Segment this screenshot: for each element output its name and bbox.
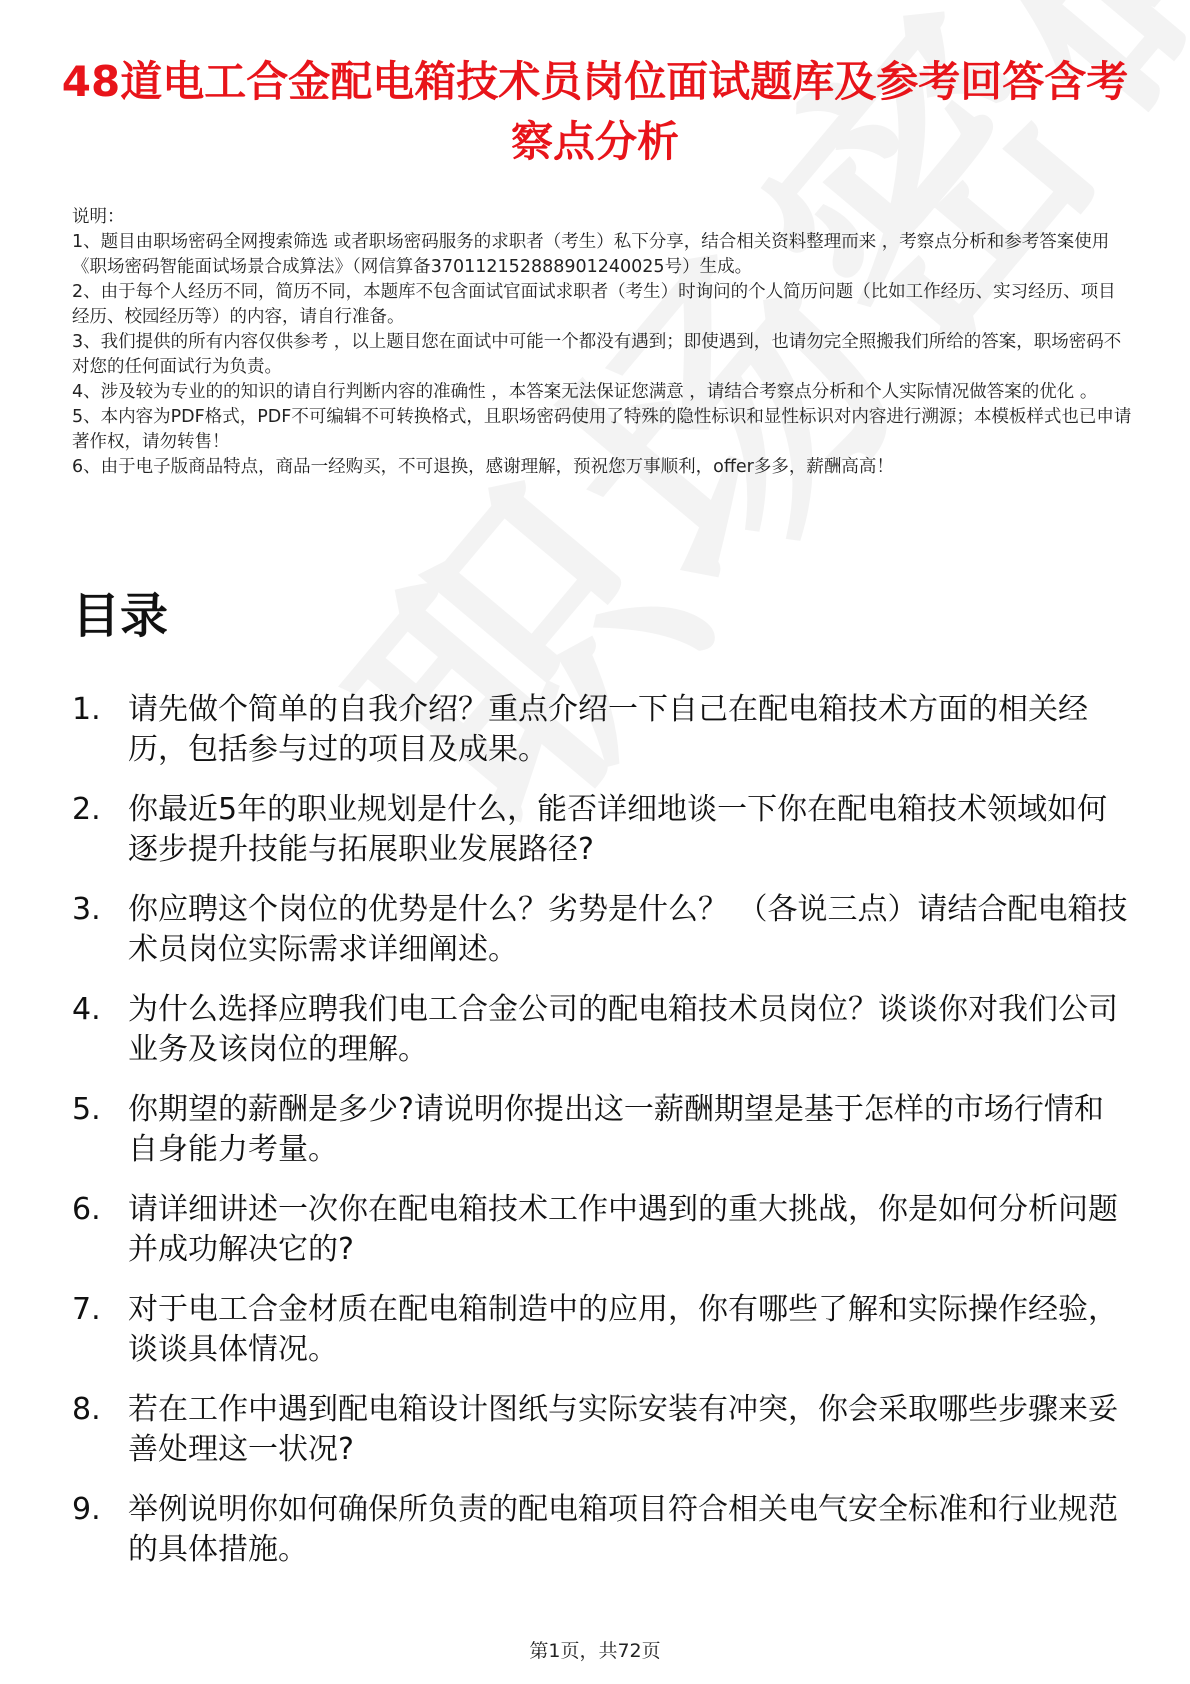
note-item: 1、题目由职场密码全网搜索筛选 或者职场密码服务的求职者（考生）私下分享，结合相关资料整理而来 ，考察点分析和参考答案使用《职场密码智能面试场景合成算法》（网信算备370112152888901240025号）生成。	[72, 232, 1110, 277]
toc-item-text: 你应聘这个岗位的优势是什么？劣势是什么？ （各说三点）请结合配电箱技术员岗位实际需求详细阐述。	[128, 892, 1128, 967]
toc-heading: 目录	[72, 588, 169, 644]
toc-item[interactable]	[72, 790, 1132, 870]
toc-item-number: 4.	[72, 992, 101, 1027]
toc-item-number: 7.	[72, 1292, 101, 1327]
toc-item-number: 8.	[72, 1392, 101, 1427]
toc-item[interactable]	[72, 1490, 1132, 1570]
toc-item[interactable]	[72, 690, 1132, 770]
toc-item-text: 为什么选择应聘我们电工合金公司的配电箱技术员岗位？谈谈你对我们公司业务及该岗位的理解。	[128, 992, 1118, 1067]
note-item: 3、我们提供的所有内容仅供参考 ，以上题目您在面试中可能一个都没有遇到；即使遇到，也请勿完全照搬我们所给的答案，职场密码不对您的任何面试行为负责。	[72, 332, 1122, 377]
toc-item[interactable]	[72, 890, 1132, 970]
toc-item-number: 9.	[72, 1492, 101, 1527]
toc-item-number: 1.	[72, 692, 101, 727]
toc-item[interactable]	[72, 1190, 1132, 1270]
note-item: 4、涉及较为专业的的知识的请自行判断内容的准确性 ，本答案无法保证您满意 ，请结合考察点分析和个人实际情况做答案的优化 。	[72, 382, 1098, 402]
page-footer: 第1页，共72页	[529, 1640, 661, 1662]
toc-item[interactable]	[72, 1290, 1132, 1370]
notes-section	[72, 205, 1132, 480]
note-item: 6、由于电子版商品特点，商品一经购买，不可退换，感谢理解，预祝您万事顺利，offer多多，薪酬高高！	[72, 457, 894, 477]
toc-item-text: 举例说明你如何确保所负责的配电箱项目符合相关电气安全标准和行业规范的具体措施。	[128, 1492, 1118, 1567]
toc-item-text: 你期望的薪酬是多少?请说明你提出这一薪酬期望是基于怎样的市场行情和自身能力考量。	[128, 1092, 1104, 1167]
toc-item-text: 请详细讲述一次你在配电箱技术工作中遇到的重大挑战，你是如何分析问题并成功解决它的?	[128, 1192, 1118, 1267]
toc-item-number: 2.	[72, 792, 101, 827]
page-title: 48道电工合金配电箱技术员岗位面试题库及参考回答含考察点分析	[61, 57, 1129, 166]
toc-item-number: 6.	[72, 1192, 101, 1227]
toc-list	[72, 690, 1132, 1590]
note-item: 2、由于每个人经历不同，简历不同，本题库不包含面试官面试求职者（考生）时询问的个人简历问题（比如工作经历、实习经历、项目经历、校园经历等）的内容，请自行准备。	[72, 282, 1116, 327]
toc-item[interactable]	[72, 990, 1132, 1070]
toc-item-number: 3.	[72, 892, 101, 927]
toc-item-text: 请先做个简单的自我介绍？重点介绍一下自己在配电箱技术方面的相关经历，包括参与过的项目及成果。	[128, 692, 1088, 767]
toc-item-text: 若在工作中遇到配电箱设计图纸与实际安装有冲突，你会采取哪些步骤来妥善处理这一状况?	[128, 1392, 1118, 1467]
toc-item-number: 5.	[72, 1092, 101, 1127]
toc-item[interactable]	[72, 1090, 1132, 1170]
toc-item-text: 对于电工合金材质在配电箱制造中的应用，你有哪些了解和实际操作经验，谈谈具体情况。	[128, 1292, 1118, 1367]
toc-item[interactable]	[72, 1390, 1132, 1470]
toc-item-text: 你最近5年的职业规划是什么，能否详细地谈一下你在配电箱技术领域如何逐步提升技能与拓展职业发展路径?	[128, 792, 1108, 867]
notes-heading: 说明：	[72, 207, 125, 227]
note-item: 5、本内容为PDF格式，PDF不可编辑不可转换格式，且职场密码使用了特殊的隐性标识和显性标识对内容进行溯源；本模板样式也已申请著作权，请勿转售！	[72, 407, 1132, 452]
